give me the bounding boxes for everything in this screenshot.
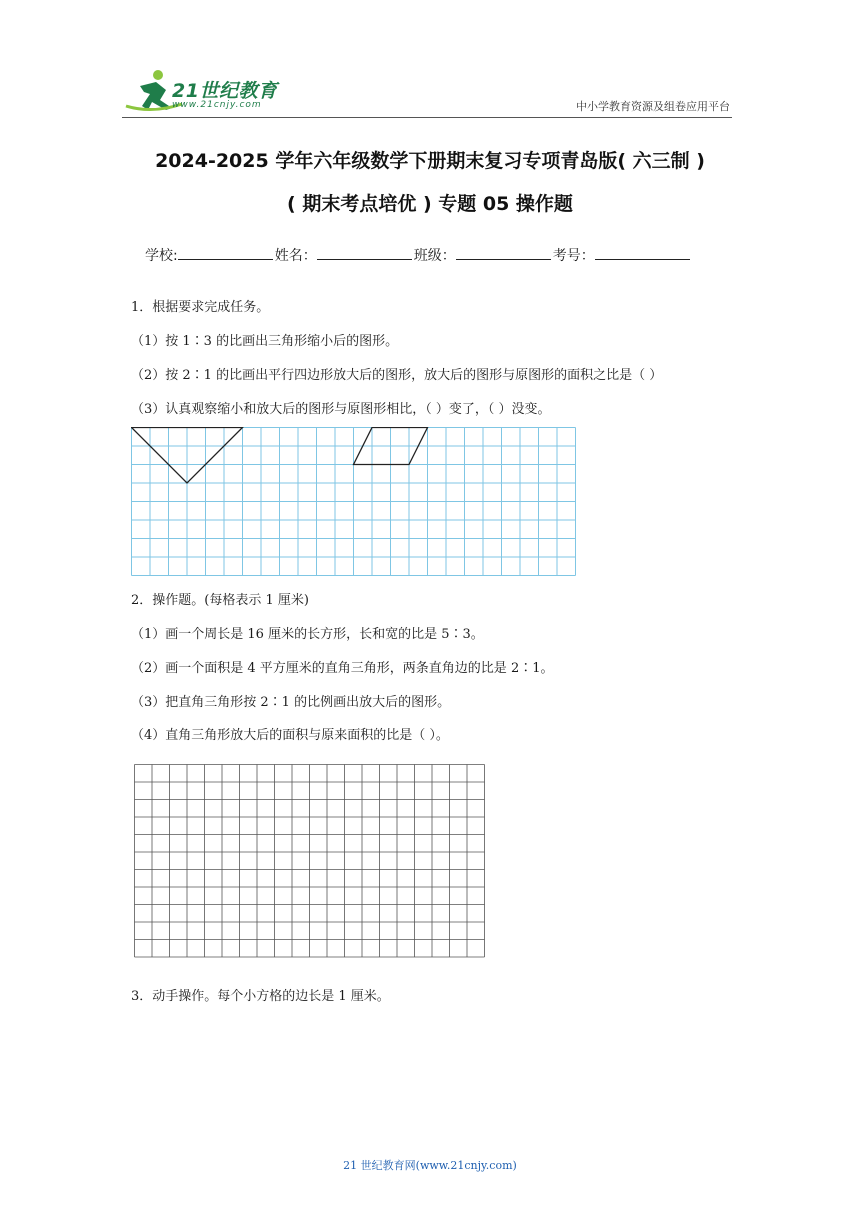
header-divider [122, 117, 732, 118]
page-subtitle: ( 期末考点培优 ) 专题 05 操作题 [287, 193, 573, 215]
name-blank[interactable] [317, 245, 412, 260]
q2-part4: （4）直角三角形放大后的面积与原来面积的比是（ ）。 [131, 728, 449, 743]
exam-no-label: 考号： [552, 248, 595, 264]
class-label: 班级： [413, 248, 456, 264]
school-blank[interactable] [178, 245, 273, 260]
q1-grid [131, 427, 577, 576]
logo-url: www.21cnjy.com [172, 100, 262, 110]
q2-part3: （3）把直角三角形按 2∶1 的比例画出放大后的图形。 [131, 695, 451, 710]
q1-stem: 1．根据要求完成任务。 [131, 300, 270, 315]
class-blank[interactable] [456, 245, 551, 260]
q2-part2: （2）画一个面积是 4 平方厘米的直角三角形，两条直角边的比是 2∶1。 [131, 661, 554, 676]
q1-part1: （1）按 1∶3 的比画出三角形缩小后的图形。 [131, 334, 399, 349]
school-label: 学校: [145, 248, 178, 264]
q2-part1: （1）画一个周长是 16 厘米的长方形，长和宽的比是 5∶3。 [131, 627, 484, 642]
footer-link[interactable]: 21 世纪教育网(www.21cnjy.com) [343, 1159, 517, 1172]
name-label: 姓名： [274, 248, 317, 264]
page-title: 2024-2025 学年六年级数学下册期末复习专项青岛版( 六三制 ) [155, 150, 705, 172]
platform-label: 中小学教育资源及组卷应用平台 [576, 100, 730, 113]
logo-text: 21世纪教育 [172, 80, 278, 102]
q2-grid [134, 764, 488, 960]
exam-no-blank[interactable] [595, 245, 690, 260]
q1-part3: （3）认真观察缩小和放大后的图形与原图形相比，（ ）变了，（ ）没变。 [131, 402, 551, 417]
q3-stem: 3．动手操作。每个小方格的边长是 1 厘米。 [131, 989, 390, 1004]
q2-stem: 2．操作题。(每格表示 1 厘米) [131, 593, 309, 608]
student-info-line [145, 245, 692, 265]
q1-part2: （2）按 2∶1 的比画出平行四边形放大后的图形，放大后的图形与原图形的面积之比是（ ） [131, 368, 663, 383]
